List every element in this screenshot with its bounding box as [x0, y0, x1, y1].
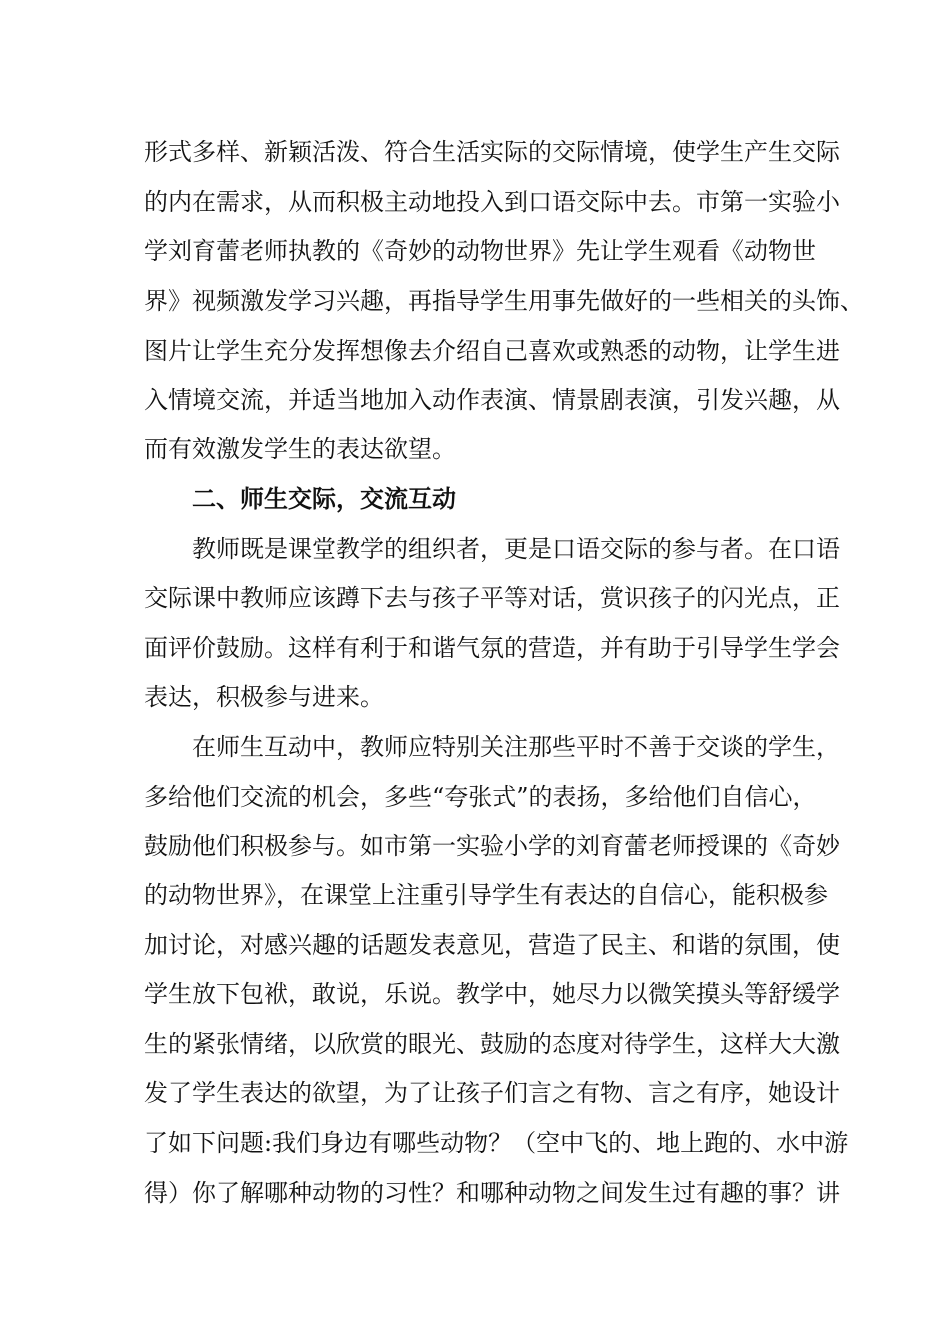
paragraph-line: 了如下问题:我们身边有哪些动物？（空中飞的、地上跑的、水中游: [144, 1129, 849, 1157]
paragraph-line: 的动物世界》，在课堂上注重引导学生有表达的自信心，能积极参: [144, 881, 828, 909]
paragraph-line: 多给他们交流的机会，多些“夸张式”的表扬，多给他们自信心，: [144, 783, 817, 811]
paragraph-line: 交际课中教师应该蹲下去与孩子平等对话，赏识孩子的闪光点，正: [144, 584, 840, 612]
paragraph-line: 教师既是课堂教学的组织者，更是口语交际的参与者。在口语: [192, 535, 840, 563]
paragraph-line: 鼓励他们积极参与。如市第一实验小学的刘育蕾老师授课的《奇妙: [144, 832, 840, 860]
paragraph-line: 生的紧张情绪，以欣赏的眼光、鼓励的态度对待学生，这样大大激: [144, 1030, 840, 1058]
paragraph-line: 图片让学生充分发挥想像去介绍自己喜欢或熟悉的动物，让学生进: [144, 337, 840, 365]
paragraph-line: 发了学生表达的欲望，为了让孩子们言之有物、言之有序，她设计: [144, 1079, 840, 1107]
paragraph-line: 入情境交流，并适当地加入动作表演、情景剧表演，引发兴趣，从: [144, 386, 840, 414]
paragraph-line: 学刘育蕾老师执教的《奇妙的动物世界》先让学生观看《动物世: [144, 237, 816, 265]
paragraph-line: 的内在需求，从而积极主动地投入到口语交际中去。市第一实验小: [144, 188, 840, 216]
paragraph-line: 加讨论，对感兴趣的话题发表意见，营造了民主、和谐的氛围，使: [144, 931, 840, 959]
paragraph-line: 而有效激发学生的表达欲望。: [144, 435, 456, 463]
paragraph-line: 在师生互动中，教师应特别关注那些平时不善于交谈的学生，: [192, 733, 840, 761]
paragraph-line: 形式多样、新颖活泼、符合生活实际的交际情境，使学生产生交际: [144, 138, 840, 166]
paragraph-line: 得）你了解哪种动物的习性？和哪种动物之间发生过有趣的事？讲: [144, 1179, 840, 1207]
paragraph-line: 学生放下包袱，敢说，乐说。教学中，她尽力以微笑摸头等舒缓学: [144, 980, 840, 1008]
paragraph-line: 面评价鼓励。这样有利于和谐气氛的营造，并有助于引导学生学会: [144, 634, 840, 662]
paragraph-line: 表达，积极参与进来。: [144, 683, 384, 711]
paragraph-line: 界》视频激发学习兴趣，再指导学生用事先做好的一些相关的头饰、: [144, 287, 864, 315]
section-heading: 二、师生交际，交流互动: [192, 485, 456, 513]
